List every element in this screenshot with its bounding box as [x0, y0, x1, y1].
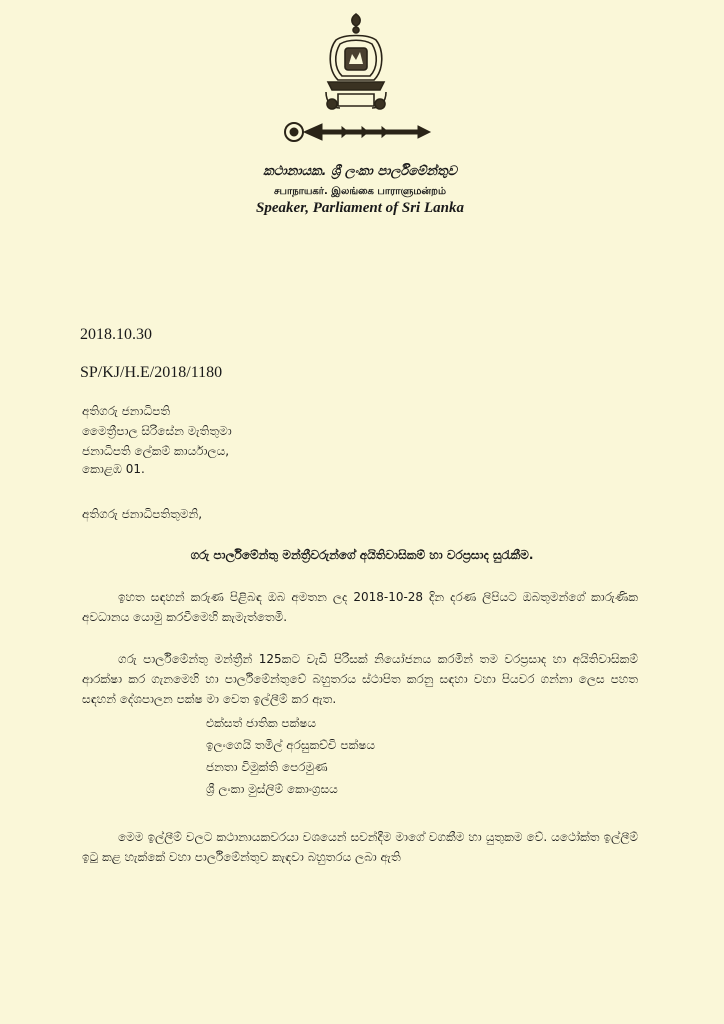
body-paragraph-3: මෙම ඉල්ලීම් වලට කථානායකවරයා වශයෙන් සවන්දීම මාගේ වගකීම හා යුතුකම වේ. යථෝක්ත ඉල්ලීම් ඉටු කළ හැක්කේ වහා පාර්ලිමේන්තුව කැඳවා බහුතරය ලබා ඇති — [82, 830, 638, 864]
recipient-line: අතිගරු ජනාධිපති — [82, 404, 171, 418]
letterhead-title-tamil: சபாநாயகர். இலங்கை பாராளுமன்றம் — [273, 186, 446, 197]
letter-subject: ගරු පාර්ලිමේන්තු මන්ත්‍රීවරුන්ගේ අයිතිවාසිකම් හා වරප්‍රසාද සුරැකීම. — [190, 548, 534, 562]
recipient-line: මෛත්‍රීපාල සිරිසේන මැතිතුමා — [82, 424, 232, 438]
salutation: අතිගරු ජනාධිපතිතුමනි, — [82, 507, 203, 521]
recipient-line: ජනාධිපති ලේකම් කාර්යාලය, — [82, 444, 230, 458]
reference-number: SP/KJ/H.E/2018/1180 — [80, 364, 223, 381]
party-list-item: ශ්‍රී ලංකා මුස්ලිම් කොංග්‍රසය — [206, 782, 338, 796]
parliament-emblem-icon — [318, 10, 394, 112]
recipient-line: කොළඹ 01. — [82, 462, 145, 476]
letter-date: 2018.10.30 — [80, 326, 152, 343]
party-list — [206, 712, 375, 800]
parliament-mace-icon — [282, 118, 434, 146]
body-paragraph-2: ගරු පාර්ලිමේන්තු මන්ත්‍රීන් 125කට වැඩි පිරිසක් නියෝජනය කරමින් තම වරප්‍රසාද හා අයිතිවාසිකම් ආරක්ෂා කර ගැනමෙහි හා පාර්ලිමේන්තුවේ බහුතරය ස්ථාපිත කරනු සඳහා වහා පියවර ගන්නා ලෙස පහත සඳහන් දේශපාලන පක්ෂ මා වෙත ඉල්ලීම් කර ඇත. — [82, 652, 638, 706]
party-list-item: ජනතා විමුක්ති පෙරමුණ — [206, 760, 328, 774]
letterhead-title-english: Speaker, Parliament of Sri Lanka — [256, 200, 464, 216]
body-paragraph-1: ඉහත සඳහන් කරුණ පිළිබඳ ඔබ අමතන ලද 2018-10-28 දින දරණ ලිපියට ඔබතුමන්ගේ කාරුණික අවධානය යොමු කරවීමෙහි කැමැත්තෙමි. — [82, 590, 638, 624]
letterhead-title-sinhala: කථානායක. ශ්‍රී ලංකා පාර්ලිමේන්තුව — [263, 164, 457, 179]
party-list-item: එක්සත් ජාතික පක්ෂය — [206, 716, 317, 730]
party-list-item: ඉලංගෙයි තමිල් අරසුකච්චි පක්ෂය — [206, 738, 375, 752]
